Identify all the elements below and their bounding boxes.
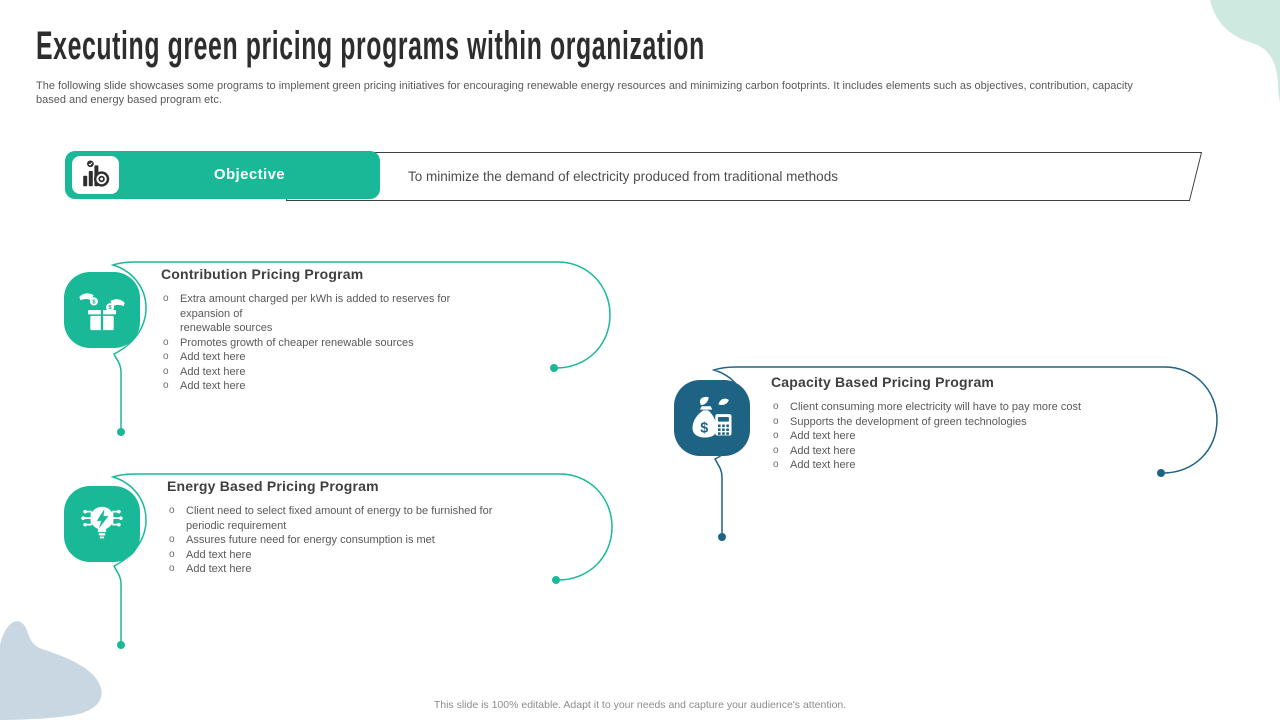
bullet-marker [169,504,186,519]
footer-note: This slide is 100% editable. Adapt it to your needs and capture your audience's attention. [433,699,847,711]
bullet-marker [163,350,180,365]
card-title: Energy Based Pricing Program [167,478,379,494]
bullet-item: o Add text here [773,458,1173,473]
bullet-list [773,400,1173,473]
bullet-marker [773,458,790,473]
money-bag-calculator-icon [686,392,738,444]
bullet-item: o Add text here [163,365,563,380]
bullet-marker [169,562,186,577]
bullet-item: o Client consuming more electricity will have to pay more cost [773,400,1173,415]
bullet-marker [163,379,180,394]
card-icon-box [64,486,140,562]
bullet-item: o Add text here [163,350,563,365]
bullet-item: o Extra amount charged per kWh is added to reserves for expansion of renewable sources [163,292,563,336]
bullet-marker [773,444,790,459]
energy-bulb-circuit-icon [76,498,128,550]
objective-banner [65,151,380,199]
bullet-item: o Add text here [163,379,563,394]
page-description: The following slide showcases some programs to implement green pricing initiatives for encouraging renewable energy resources and minimizing carbon footprints. It includes elements such as objectives, contribution, capacity based and energy based program etc. [36,80,1133,106]
bullet-marker [163,292,180,307]
objective-text: To minimize the demand of electricity produced from traditional methods [408,169,838,184]
bullet-marker [773,400,790,415]
objective-label: Objective [213,166,286,183]
card-title: Capacity Based Pricing Program [771,374,995,390]
program-card-capacity [670,356,1230,556]
bullet-item: o Add text here [169,562,569,577]
target-bar-chart-icon [79,159,113,191]
page-title: Executing green pricing programs within organization [36,24,705,68]
svg-text:$: $ [108,305,112,312]
bullet-item: o Assures future need for energy consumption is met [169,533,569,548]
program-card-contribution [60,250,680,450]
hands-donating-coins-gift-icon [76,284,128,336]
bullet-item: o Add text here [773,444,1173,459]
bullet-marker [773,415,790,430]
bullet-item: o Promotes growth of cheaper renewable sources [163,336,563,351]
objective-icon-box [72,156,119,194]
bullet-marker [163,365,180,380]
bullet-item: o Add text here [773,429,1173,444]
bullet-list [169,504,569,577]
bullet-list [163,292,563,394]
bullet-marker [773,429,790,444]
svg-text:$: $ [700,420,709,437]
card-icon-box [64,272,140,348]
card-icon-box [674,380,750,456]
bullet-item: o Supports the development of green technologies [773,415,1173,430]
bullet-marker [163,336,180,351]
bullet-item: o Client need to select fixed amount of energy to be furnished for periodic requirement [169,504,569,533]
bullet-item: o Add text here [169,548,569,563]
bullet-marker [169,548,186,563]
svg-text:$: $ [92,299,96,306]
program-card-energy [60,462,680,662]
card-title: Contribution Pricing Program [161,266,364,282]
bullet-marker [169,533,186,548]
